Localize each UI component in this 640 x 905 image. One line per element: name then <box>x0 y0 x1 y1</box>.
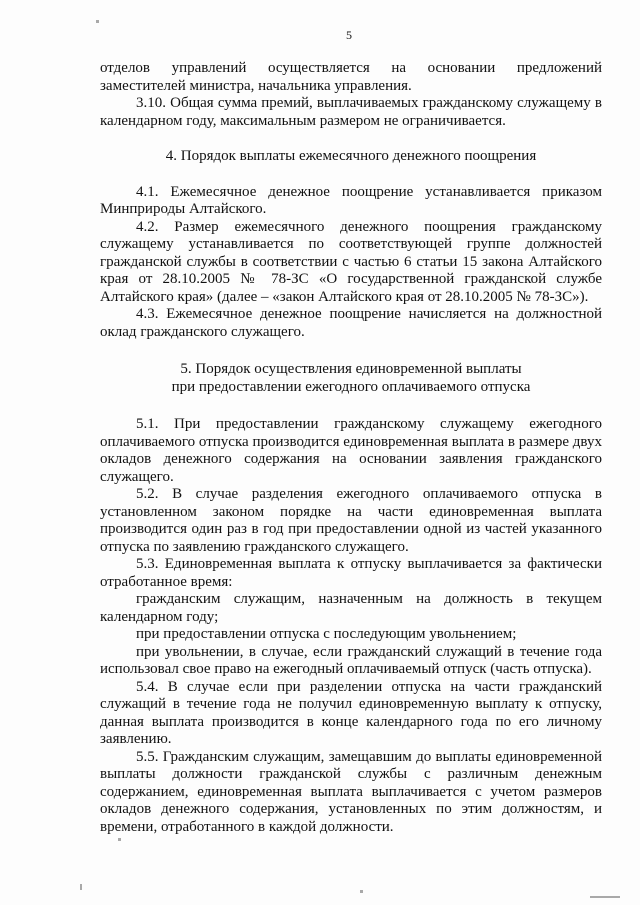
paragraph: 5.4. В случае если при разделении отпуска на части гражданский служащий в течение года не получил единовременную выплату к отпуску, данная выплата производится в конце календарного года по его личному заявлению. <box>100 678 602 747</box>
paragraph: 5.5. Гражданским служащим, замещавшим до выплаты единовременной выплаты должности гражданской службы с различным денежным содержанием, единовременная выплата выплачивается с учетом размеров окладов денежного содержания, установленных по этим должностям, и времени, отработанного в каждой должности. <box>100 748 602 835</box>
paragraph: 4.2. Размер ежемесячного денежного поощрения гражданскому служащему устанавливается по соответствующей группе должностей гражданской службы в соответствии с частью 6 статьи 15 закона Алтайского края от 28.10.2005 № 78-ЗС «О государственной гражданской службе Алтайского края» (далее – «закон Алтайского края от 28.10.2005 № 78-ЗС»). <box>100 218 602 305</box>
list-item: гражданским служащим, назначенным на должность в текущем календарном году; <box>100 591 602 625</box>
scan-speck <box>96 20 99 23</box>
paragraph: 4.1. Ежемесячное денежное поощрение устанавливается приказом Минприроды Алтайского. <box>100 183 602 217</box>
section-heading-line-2: при предоставлении ежегодного оплачиваемого отпуска <box>171 378 531 395</box>
paragraph: 4.3. Ежемесячное денежное поощрение начисляется на должностной оклад гражданского служащего. <box>100 306 602 340</box>
paragraph: 3.10. Общая сумма премий, выплачиваемых гражданскому служащему в календарном году, максимальным размером не ограничивается. <box>100 95 602 129</box>
page-number: 5 <box>346 28 352 42</box>
scan-speck <box>118 838 121 841</box>
section-heading: 4. Порядок выплаты ежемесячного денежного поощрения <box>165 148 537 164</box>
section-heading: 5. Порядок осуществления единовременной выплаты <box>180 361 522 377</box>
list-item: при предоставлении отпуска с последующим увольнением; <box>136 626 517 642</box>
document-body <box>100 60 602 836</box>
paragraph: 5.3. Единовременная выплата к отпуску выплачивается за фактически отработанное время: <box>100 556 602 590</box>
list-item: при увольнении, в случае, если гражданский служащий в течение года использовал свое право на ежегодный оплачиваемый отпуск (часть отпуска). <box>100 643 602 677</box>
scan-speck <box>590 896 620 898</box>
scan-speck <box>80 884 82 890</box>
scan-speck <box>360 890 363 893</box>
paragraph: 5.2. В случае разделения ежегодного оплачиваемого отпуска в установленном законом порядке на части единовременная выплата производится один раз в год при предоставлении одной из частей указанного отпуска по заявлению гражданского служащего. <box>100 486 602 555</box>
paragraph: 5.1. При предоставлении гражданскому служащему ежегодного оплачиваемого отпуска производится единовременная выплата в размере двух окладов денежного содержания на основании заявления гражданского служащего. <box>100 416 602 485</box>
paragraph: отделов управлений осуществляется на основании предложений заместителей министра, начальника управления. <box>100 60 602 94</box>
